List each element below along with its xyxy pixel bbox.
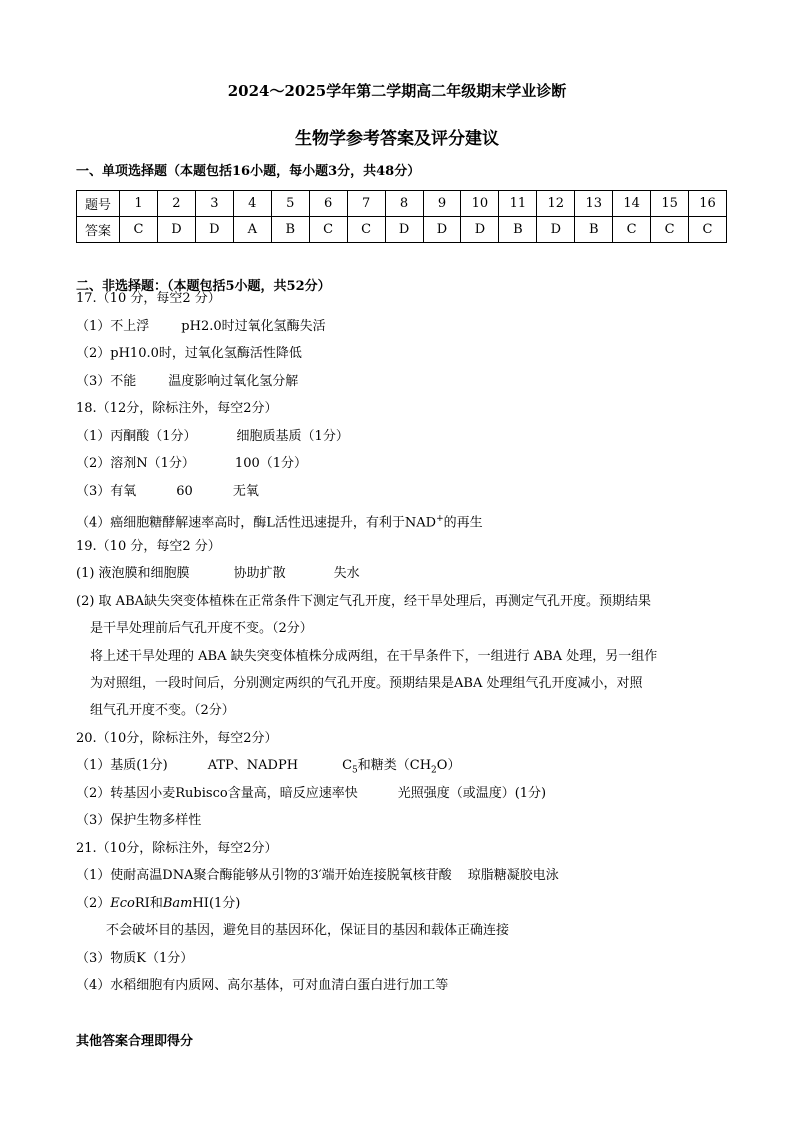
q21-line5: （4）水稻细胞有内质网、高尔基体，可对血清白蛋白进行加工等: [76, 978, 449, 993]
question-number-cell: 3: [195, 191, 233, 217]
answer-cell: D: [157, 217, 195, 243]
answer-cell: C: [347, 217, 385, 243]
q18-answer3: （2）溶剂N（1分）: [76, 456, 195, 471]
answer-cell: C: [689, 217, 727, 243]
q21-line4: （3）物质K（1分）: [76, 951, 194, 966]
question-number-cell: 12: [537, 191, 575, 217]
question-number-cell: 4: [233, 191, 271, 217]
q19-answer1: (1) 液泡膜和细胞膜: [76, 566, 190, 581]
q20-line2: [76, 785, 546, 803]
answer-table: [76, 190, 727, 243]
answer-cell: A: [233, 217, 271, 243]
question-number-cell: 13: [575, 191, 613, 217]
q21-line3: 不会破坏目的基因，避免目的基因环化，保证目的基因和载体正确连接: [106, 923, 510, 938]
q19-line3: 是干旱处理前后气孔开度不变。（2分）: [90, 621, 313, 636]
q18-line1: [76, 428, 349, 446]
q20-answer4: （2）转基因小麦Rubisco含量高，暗反应速率快: [76, 786, 358, 801]
question-number-cell: 10: [461, 191, 499, 217]
q19-answer2: 协助扩散: [233, 566, 286, 581]
answer-cell: C: [309, 217, 347, 243]
q20-answer1: （1）基质(1分): [76, 758, 168, 773]
q17-answer2: pH2.0时过氧化氢酶失活: [181, 319, 326, 334]
page-subtitle: 生物学参考答案及评分建议: [295, 129, 499, 149]
q20-line3: （3）保护生物多样性: [76, 813, 202, 828]
q20-heading: 20.（10分，除标注外，每空2分）: [76, 731, 278, 746]
q18-heading: 18.（12分，除标注外，每空2分）: [76, 401, 278, 416]
question-number-cell: 1: [120, 191, 158, 217]
q18-answer1: （1）丙酮酸（1分）: [76, 429, 197, 444]
q19-answer3: 失水: [333, 566, 360, 581]
question-number-cell: 9: [423, 191, 461, 217]
answer-cell: D: [423, 217, 461, 243]
q18-line2: [76, 455, 307, 473]
section2-heading: 二、非选择题：（本题包括5小题，共52分）: [76, 279, 331, 294]
q17-line3: [76, 373, 298, 391]
q17-answer3: （3）不能: [76, 374, 137, 389]
q19-line2: (2) 取 ABA缺失突变体植株在正常条件下测定气孔开度，经干旱处理后，再测定气孔开度。预期结果: [76, 594, 652, 609]
q21-line2: （2）EcoRI和BamHI(1分): [76, 896, 241, 911]
q17-line1: [76, 318, 326, 336]
q21-answer2: 琼脂糖凝胶电泳: [467, 868, 559, 883]
q18-answer8: （4）癌细胞糖酵解速率高时，酶L活性迅速提升，有利于NAD: [76, 515, 437, 531]
q21-heading: 21.（10分，除标注外，每空2分）: [76, 841, 278, 856]
answer-cell: C: [651, 217, 689, 243]
footer-note: 其他答案合理即得分: [76, 1034, 194, 1049]
q18-answer5: （3）有氧: [76, 484, 137, 499]
q21-line1: [76, 867, 559, 885]
q18-line3: [76, 483, 259, 501]
answer-cell: B: [575, 217, 613, 243]
answer-cell: C: [120, 217, 158, 243]
q17-line2: （2）pH10.0时，过氧化氢酶活性降低: [76, 346, 302, 361]
question-number-cell: 5: [271, 191, 309, 217]
q19-heading: 19.（10 分，每空2 分）: [76, 539, 221, 554]
table-row-answers: [77, 217, 727, 243]
q21-answer1: （1）使耐高温DNA聚合酶能够从引物的3′端开始连接脱氧核苷酸: [76, 868, 452, 883]
question-number-cell: 14: [613, 191, 651, 217]
q19-line1: [76, 565, 360, 583]
question-number-cell: 7: [347, 191, 385, 217]
q17-answer4: 温度影响过氧化氢分解: [168, 374, 299, 389]
q17-heading: 17.（10 分，每空2 分）: [76, 291, 221, 306]
q18-answer7: 无氧: [232, 484, 259, 499]
row-label-answers: 答案: [77, 217, 120, 243]
q18-answer6: 60: [176, 484, 193, 499]
nad-superscript: +: [436, 514, 444, 524]
answer-cell: D: [537, 217, 575, 243]
q20-line1: [76, 757, 460, 780]
answer-cell: C: [613, 217, 651, 243]
q20-answer5: 光照强度（或温度）(1分): [397, 786, 547, 801]
q19-line6: 组气孔开度不变。（2分）: [90, 703, 235, 718]
row-label-questions: 题号: [77, 191, 120, 217]
table-row-questions: [77, 191, 727, 217]
question-number-cell: 11: [499, 191, 537, 217]
page-title: 2024～2025学年第二学期高二年级期末学业诊断: [227, 82, 567, 100]
answer-cell: B: [271, 217, 309, 243]
question-number-cell: 16: [689, 191, 727, 217]
q18-answer2: 细胞质基质（1分）: [236, 429, 349, 444]
q18-answer8-end: 的再生: [443, 515, 483, 531]
answer-cell: D: [461, 217, 499, 243]
answer-cell: B: [499, 217, 537, 243]
q18-answer4: 100（1分）: [234, 456, 308, 471]
section1-heading: 一、单项选择题（本题包括16小题，每小题3分，共48分）: [76, 164, 421, 179]
question-number-cell: 8: [385, 191, 423, 217]
q18-line4: [76, 510, 483, 532]
question-number-cell: 6: [309, 191, 347, 217]
question-number-cell: 15: [651, 191, 689, 217]
answer-cell: D: [385, 217, 423, 243]
question-number-cell: 2: [157, 191, 195, 217]
q17-answer1: （1）不上浮: [76, 319, 150, 334]
q19-line4: 将上述干旱处理的 ABA 缺失突变体植株分成两组，在干旱条件下，一组进行 ABA 处理，另一组作: [90, 649, 658, 664]
q20-answer3: $C_5$和糖类$(CH_2O)$: [342, 758, 461, 776]
answer-cell: D: [195, 217, 233, 243]
q19-line5: 为对照组，一段时间后，分别测定两织的气孔开度。预期结果是ABA 处理组气孔开度减小，对照: [90, 676, 643, 691]
q20-answer2: ATP、NADPH: [207, 758, 299, 773]
